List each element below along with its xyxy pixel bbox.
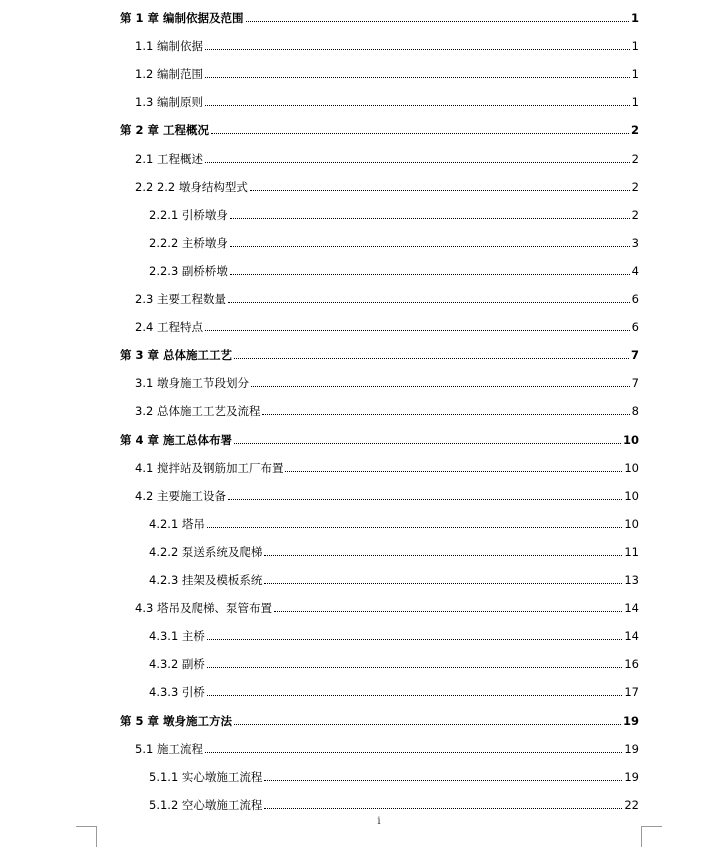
- toc-dot-leader: [205, 105, 630, 106]
- toc-entry[interactable]: [149, 681, 639, 699]
- toc-entry-page-number: 7: [630, 348, 639, 363]
- toc-dot-leader: [211, 133, 629, 134]
- toc-entry[interactable]: [149, 232, 639, 250]
- toc-entry[interactable]: [149, 204, 639, 222]
- toc-entry-page-number: 10: [624, 516, 639, 531]
- toc-entry-label: 4.1 搅拌站及钢筋加工厂布置: [135, 460, 284, 475]
- toc-entry-page-number: 14: [624, 601, 639, 616]
- toc-entry[interactable]: [135, 35, 639, 53]
- toc-entry[interactable]: [135, 738, 639, 756]
- toc-entry-page-number: 2: [631, 207, 639, 222]
- toc-entry[interactable]: [149, 794, 639, 812]
- toc-dot-leader: [264, 555, 622, 556]
- toc-entry[interactable]: [135, 597, 639, 615]
- toc-dot-leader: [264, 583, 622, 584]
- toc-dot-leader: [205, 77, 630, 78]
- toc-entry[interactable]: [135, 485, 639, 503]
- toc-entry[interactable]: [135, 316, 639, 334]
- toc-entry[interactable]: [120, 429, 639, 447]
- toc-dot-leader: [207, 695, 622, 696]
- toc-dot-leader: [246, 21, 629, 22]
- toc-entry-label: 4.2 主要施工设备: [135, 488, 226, 503]
- toc-entry-page-number: 11: [624, 544, 639, 559]
- toc-dot-leader: [250, 190, 630, 191]
- toc-entry-label: 2.2.2 主桥墩身: [149, 235, 228, 250]
- toc-entry-label: 第 5 章 墩身施工方法: [120, 713, 233, 728]
- toc-dot-leader: [207, 667, 622, 668]
- toc-entry[interactable]: [149, 653, 639, 671]
- toc-entry-label: 4.3 塔吊及爬梯、泵管布置: [135, 601, 272, 616]
- toc-dot-leader: [234, 443, 621, 444]
- page-corner-mark-right: [641, 826, 662, 847]
- toc-entry-page-number: 10: [624, 488, 639, 503]
- toc-dot-leader: [205, 330, 630, 331]
- toc-entry[interactable]: [149, 260, 639, 278]
- toc-entry-label: 3.2 总体施工工艺及流程: [135, 404, 261, 419]
- toc-dot-leader: [228, 302, 630, 303]
- toc-dot-leader: [234, 724, 621, 725]
- toc-entry[interactable]: [135, 288, 639, 306]
- toc-entry-label: 第 1 章 编制依据及范围: [120, 11, 244, 25]
- toc-entry-label: 2.2.3 副桥桥墩: [149, 263, 228, 278]
- toc-entry[interactable]: [135, 148, 639, 166]
- toc-entry[interactable]: [120, 710, 639, 728]
- toc-entry-page-number: 1: [630, 11, 639, 25]
- toc-dot-leader: [285, 471, 622, 472]
- toc-dot-leader: [205, 49, 630, 50]
- toc-entry-label: 1.3 编制原则: [135, 95, 203, 110]
- toc-entry[interactable]: [120, 344, 639, 362]
- toc-entry-label: 5.1.2 空心墩施工流程: [149, 797, 263, 812]
- toc-entry-label: 3.1 墩身施工节段划分: [135, 376, 249, 391]
- toc-dot-leader: [230, 218, 630, 219]
- toc-dot-leader: [230, 274, 630, 275]
- toc-entry-label: 4.3.2 副桥: [149, 657, 205, 672]
- toc-entry-label: 第 3 章 总体施工工艺: [120, 348, 233, 363]
- toc-dot-leader: [264, 808, 622, 809]
- footer-page-number: i: [377, 816, 381, 827]
- toc-entry-label: 4.2.2 泵送系统及爬梯: [149, 544, 263, 559]
- toc-entry-label: 2.1 工程概述: [135, 151, 203, 166]
- toc-dot-leader: [234, 358, 629, 359]
- toc-entry-label: 1.2 编制范围: [135, 67, 203, 82]
- toc-entry[interactable]: [149, 766, 639, 784]
- toc-entry[interactable]: [149, 625, 639, 643]
- toc-entry-page-number: 1: [631, 39, 639, 54]
- toc-entry-page-number: 19: [624, 769, 639, 784]
- toc-entry-label: 2.3 主要工程数量: [135, 292, 226, 306]
- toc-dot-leader: [207, 639, 622, 640]
- toc-entry-label: 4.2.3 挂架及模板系统: [149, 573, 263, 587]
- toc-entry-page-number: 8: [631, 404, 639, 419]
- toc-entry[interactable]: [135, 457, 639, 475]
- toc-dot-leader: [228, 499, 622, 500]
- toc-entry-page-number: 3: [631, 235, 639, 250]
- toc-entry-label: 第 2 章 工程概况: [120, 123, 210, 138]
- toc-entry-page-number: 2: [631, 179, 639, 194]
- toc-entry[interactable]: [135, 372, 639, 390]
- toc-dot-leader: [207, 527, 622, 528]
- toc-entry-label: 4.3.3 引桥: [149, 685, 205, 700]
- toc-dot-leader: [205, 162, 630, 163]
- toc-entry[interactable]: [135, 400, 639, 418]
- toc-entry-page-number: 14: [624, 629, 639, 644]
- toc-entry-page-number: 19: [622, 713, 639, 728]
- toc-entry[interactable]: [149, 569, 639, 587]
- toc-entry-page-number: 7: [631, 376, 639, 391]
- toc-entry-page-number: 19: [624, 741, 639, 756]
- toc-entry-page-number: 10: [622, 432, 639, 447]
- toc-entry[interactable]: [149, 541, 639, 559]
- toc-entry-label: 2.4 工程特点: [135, 320, 203, 335]
- toc-entry-label: 4.3.1 主桥: [149, 629, 205, 644]
- toc-dot-leader: [274, 611, 622, 612]
- toc-entry-page-number: 17: [624, 685, 639, 700]
- toc-entry-page-number: 10: [624, 460, 639, 475]
- toc-entry-page-number: 1: [631, 67, 639, 82]
- toc-entry-label: 2.2.1 引桥墩身: [149, 207, 228, 222]
- toc-entry-page-number: 6: [631, 320, 639, 335]
- toc-entry-page-number: 6: [631, 292, 639, 306]
- toc-entry[interactable]: [149, 513, 639, 531]
- toc-dot-leader: [264, 780, 622, 781]
- toc-entry[interactable]: [135, 91, 639, 109]
- toc-entry-page-number: 4: [631, 263, 639, 278]
- toc-dot-leader: [251, 386, 630, 387]
- toc-entry-label: 1.1 编制依据: [135, 39, 203, 54]
- toc-dot-leader: [230, 246, 630, 247]
- toc-dot-leader: [262, 414, 629, 415]
- toc-entry-label: 第 4 章 施工总体布署: [120, 432, 233, 447]
- toc-entry-page-number: 1: [631, 95, 639, 110]
- toc-entry[interactable]: [120, 7, 639, 25]
- toc-entry[interactable]: [135, 63, 639, 81]
- toc-entry-label: 2.2 2.2 墩身结构型式: [135, 179, 248, 194]
- toc-entry-page-number: 22: [624, 797, 639, 812]
- toc-entry[interactable]: [120, 119, 639, 137]
- toc-dot-leader: [205, 752, 622, 753]
- toc-entry-label: 5.1 施工流程: [135, 741, 203, 756]
- page-corner-mark-left: [76, 826, 97, 847]
- toc-entry-page-number: 2: [631, 151, 639, 166]
- toc-entry[interactable]: [135, 176, 639, 194]
- toc-entry-label: 4.2.1 塔吊: [149, 516, 205, 531]
- toc-entry-page-number: 2: [630, 123, 639, 138]
- toc-entry-page-number: 13: [624, 573, 639, 587]
- toc-entry-label: 5.1.1 实心墩施工流程: [149, 769, 263, 784]
- toc-entry-page-number: 16: [624, 657, 639, 672]
